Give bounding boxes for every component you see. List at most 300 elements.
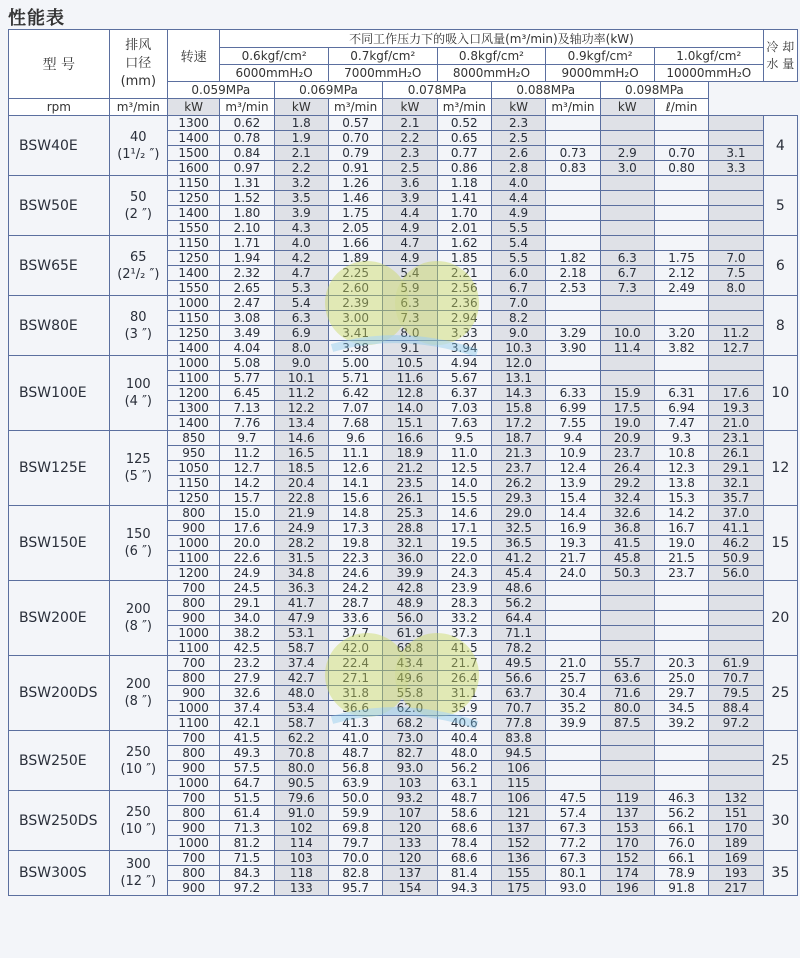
power-cell: 115 xyxy=(491,776,545,791)
flow-cell xyxy=(546,206,600,221)
speed-cell: 1400 xyxy=(167,131,219,146)
power-cell: 120 xyxy=(383,821,437,836)
speed-cell: 900 xyxy=(167,521,219,536)
flow-cell: 13.9 xyxy=(546,476,600,491)
power-cell: 1.8 xyxy=(274,116,328,131)
power-cell: 19.3 xyxy=(709,401,763,416)
power-cell: 12.8 xyxy=(383,386,437,401)
flow-cell: 16.7 xyxy=(654,521,708,536)
flow-cell: 1.70 xyxy=(437,206,491,221)
flow-cell xyxy=(654,356,708,371)
flow-cell xyxy=(654,746,708,761)
flow-cell: 95.7 xyxy=(328,881,382,896)
flow-cell: 22.6 xyxy=(220,551,274,566)
power-cell: 120 xyxy=(383,851,437,866)
power-cell: 39.9 xyxy=(383,566,437,581)
diameter-mm: 150 xyxy=(125,527,151,542)
flow-cell: 12.4 xyxy=(546,461,600,476)
power-cell xyxy=(600,206,654,221)
speed-cell: 800 xyxy=(167,506,219,521)
flow-cell: 34.5 xyxy=(654,701,708,716)
diameter-cell xyxy=(109,236,167,296)
power-cell xyxy=(600,176,654,191)
power-cell: 25.3 xyxy=(383,506,437,521)
speed-cell: 1200 xyxy=(167,566,219,581)
power-cell: 13.4 xyxy=(274,416,328,431)
power-cell xyxy=(600,746,654,761)
power-cell xyxy=(600,221,654,236)
flow-cell: 1.66 xyxy=(328,236,382,251)
model-name: BSW200DS xyxy=(9,656,110,731)
power-cell: 4.3 xyxy=(274,221,328,236)
diameter-mm: 80 xyxy=(130,309,147,325)
flow-cell: 2.53 xyxy=(546,281,600,296)
power-cell: 152 xyxy=(491,836,545,851)
flow-cell xyxy=(654,311,708,326)
flow-cell: 39.2 xyxy=(654,716,708,731)
flow-cell xyxy=(654,641,708,656)
flow-cell: 3.98 xyxy=(328,341,382,356)
power-cell xyxy=(709,611,763,626)
flow-cell xyxy=(654,191,708,206)
diameter-inch: (5 ″) xyxy=(124,469,152,484)
diameter-mm: 250 xyxy=(125,804,151,820)
flow-cell: 15.6 xyxy=(328,491,382,506)
diameter-inch: (8 ″) xyxy=(124,619,152,634)
flow-cell: 39.9 xyxy=(546,716,600,731)
flow-cell: 36.6 xyxy=(328,701,382,716)
power-cell: 4.0 xyxy=(491,176,545,191)
power-cell: 62.0 xyxy=(383,701,437,716)
power-cell: 97.2 xyxy=(709,716,763,731)
cooling-water: 30 xyxy=(763,791,797,851)
table-row xyxy=(9,431,798,446)
flow-cell: 28.7 xyxy=(328,596,382,611)
flow-cell: 12.3 xyxy=(654,461,708,476)
power-cell: 136 xyxy=(491,851,545,866)
diameter-cell xyxy=(109,791,167,851)
diameter-mm: 200 xyxy=(125,602,151,617)
power-cell xyxy=(600,581,654,596)
power-cell: 93.2 xyxy=(383,791,437,806)
power-cell: 63.7 xyxy=(491,686,545,701)
power-cell xyxy=(709,236,763,251)
flow-cell xyxy=(546,371,600,386)
flow-cell: 78.9 xyxy=(654,866,708,881)
power-cell: 10.3 xyxy=(491,341,545,356)
flow-cell: 5.71 xyxy=(328,371,382,386)
flow-cell: 12.5 xyxy=(437,461,491,476)
flow-cell: 6.99 xyxy=(546,401,600,416)
diameter-cell xyxy=(109,731,167,791)
power-cell: 3.3 xyxy=(709,161,763,176)
flow-cell: 17.6 xyxy=(220,521,274,536)
power-cell: 6.0 xyxy=(491,266,545,281)
power-cell: 16.5 xyxy=(274,446,328,461)
power-cell: 3.9 xyxy=(383,191,437,206)
flow-cell: 84.3 xyxy=(220,866,274,881)
header-pressure-mmh2o: 8000mmH₂O xyxy=(437,65,546,82)
flow-cell: 17.1 xyxy=(437,521,491,536)
flow-cell: 1.89 xyxy=(328,251,382,266)
power-cell: 29.0 xyxy=(491,506,545,521)
power-cell: 11.2 xyxy=(709,326,763,341)
power-cell: 47.9 xyxy=(274,611,328,626)
flow-cell: 46.3 xyxy=(654,791,708,806)
power-cell: 31.5 xyxy=(274,551,328,566)
power-cell: 114 xyxy=(274,836,328,851)
power-cell xyxy=(600,626,654,641)
flow-cell: 0.97 xyxy=(220,161,274,176)
flow-cell: 12.6 xyxy=(328,461,382,476)
flow-cell: 1.75 xyxy=(328,206,382,221)
header-pressure-kgf: 0.8kgf/cm² xyxy=(437,48,546,65)
flow-cell: 38.2 xyxy=(220,626,274,641)
power-cell: 2.3 xyxy=(383,146,437,161)
power-cell: 29.2 xyxy=(600,476,654,491)
flow-cell: 93.0 xyxy=(546,881,600,896)
power-cell: 41.1 xyxy=(709,521,763,536)
power-cell xyxy=(600,356,654,371)
power-cell: 58.7 xyxy=(274,641,328,656)
power-cell: 1.9 xyxy=(274,131,328,146)
header-flow-unit: m³/min xyxy=(546,99,600,116)
flow-cell: 37.4 xyxy=(220,701,274,716)
diameter-cell xyxy=(109,356,167,431)
power-cell: 5.4 xyxy=(383,266,437,281)
power-cell: 132 xyxy=(709,791,763,806)
flow-cell: 21.7 xyxy=(437,656,491,671)
flow-cell: 1.71 xyxy=(220,236,274,251)
power-cell: 4.9 xyxy=(383,251,437,266)
power-cell: 80.0 xyxy=(274,761,328,776)
flow-cell: 63.9 xyxy=(328,776,382,791)
speed-cell: 1250 xyxy=(167,491,219,506)
flow-cell xyxy=(654,236,708,251)
power-cell: 4.7 xyxy=(274,266,328,281)
power-cell: 53.4 xyxy=(274,701,328,716)
power-cell: 121 xyxy=(491,806,545,821)
power-cell: 68.2 xyxy=(383,716,437,731)
flow-cell: 5.08 xyxy=(220,356,274,371)
flow-cell xyxy=(654,206,708,221)
flow-cell: 0.70 xyxy=(654,146,708,161)
flow-cell: 35.9 xyxy=(437,701,491,716)
flow-cell: 20.3 xyxy=(654,656,708,671)
power-cell xyxy=(709,761,763,776)
speed-cell: 1500 xyxy=(167,146,219,161)
header-power-unit: kW xyxy=(274,99,328,116)
flow-cell: 49.3 xyxy=(220,746,274,761)
flow-cell: 1.52 xyxy=(220,191,274,206)
power-cell: 17.5 xyxy=(600,401,654,416)
diameter-mm: 125 xyxy=(125,452,151,467)
speed-cell: 1000 xyxy=(167,701,219,716)
flow-cell: 10.9 xyxy=(546,446,600,461)
flow-cell: 7.07 xyxy=(328,401,382,416)
power-cell: 10.1 xyxy=(274,371,328,386)
header-group-title: 不同工作压力下的吸入口风量(m³/min)及轴功率(kW) xyxy=(220,30,763,48)
flow-cell xyxy=(546,611,600,626)
flow-cell xyxy=(546,641,600,656)
power-cell xyxy=(709,641,763,656)
power-cell: 48.0 xyxy=(274,686,328,701)
flow-cell: 9.5 xyxy=(437,431,491,446)
flow-cell: 68.6 xyxy=(437,851,491,866)
power-cell: 70.7 xyxy=(709,671,763,686)
power-cell: 5.9 xyxy=(383,281,437,296)
diameter-inch: (8 ″) xyxy=(124,694,152,709)
flow-cell: 24.5 xyxy=(220,581,274,596)
flow-cell: 0.57 xyxy=(328,116,382,131)
header-pressure-mmh2o: 9000mmH₂O xyxy=(546,65,655,82)
power-cell: 6.7 xyxy=(600,266,654,281)
cooling-water: 12 xyxy=(763,431,797,506)
power-cell: 8.2 xyxy=(491,311,545,326)
header-power-unit: kW xyxy=(491,99,545,116)
flow-cell: 22.0 xyxy=(437,551,491,566)
flow-cell xyxy=(546,296,600,311)
speed-cell: 700 xyxy=(167,581,219,596)
table-row xyxy=(9,506,798,521)
power-cell: 119 xyxy=(600,791,654,806)
power-cell: 62.2 xyxy=(274,731,328,746)
flow-cell xyxy=(654,581,708,596)
flow-cell: 7.55 xyxy=(546,416,600,431)
flow-cell: 3.41 xyxy=(328,326,382,341)
power-cell: 118 xyxy=(274,866,328,881)
power-cell: 174 xyxy=(600,866,654,881)
power-cell xyxy=(600,311,654,326)
power-cell: 6.3 xyxy=(274,311,328,326)
model-name: BSW65E xyxy=(9,236,110,296)
power-cell: 32.1 xyxy=(709,476,763,491)
power-cell: 48.6 xyxy=(491,581,545,596)
flow-cell xyxy=(546,221,600,236)
power-cell: 3.6 xyxy=(383,176,437,191)
flow-cell: 57.5 xyxy=(220,761,274,776)
power-cell: 32.5 xyxy=(491,521,545,536)
power-cell: 103 xyxy=(274,851,328,866)
flow-cell: 12.7 xyxy=(220,461,274,476)
flow-cell: 1.94 xyxy=(220,251,274,266)
flow-cell: 3.20 xyxy=(654,326,708,341)
power-cell: 3.9 xyxy=(274,206,328,221)
power-cell: 14.6 xyxy=(274,431,328,446)
power-cell xyxy=(600,296,654,311)
flow-cell: 80.1 xyxy=(546,866,600,881)
flow-cell: 1.46 xyxy=(328,191,382,206)
flow-cell: 40.4 xyxy=(437,731,491,746)
flow-cell: 19.3 xyxy=(546,536,600,551)
flow-cell: 58.6 xyxy=(437,806,491,821)
flow-cell: 71.5 xyxy=(220,851,274,866)
flow-cell: 41.5 xyxy=(437,641,491,656)
power-cell xyxy=(709,296,763,311)
flow-cell xyxy=(654,221,708,236)
flow-cell: 2.10 xyxy=(220,221,274,236)
flow-cell: 15.3 xyxy=(654,491,708,506)
speed-cell: 800 xyxy=(167,806,219,821)
power-cell: 68.8 xyxy=(383,641,437,656)
power-cell: 189 xyxy=(709,836,763,851)
power-cell: 2.6 xyxy=(491,146,545,161)
flow-cell: 0.52 xyxy=(437,116,491,131)
power-cell: 56.0 xyxy=(709,566,763,581)
power-cell: 14.3 xyxy=(491,386,545,401)
speed-cell: 800 xyxy=(167,866,219,881)
power-cell: 4.0 xyxy=(274,236,328,251)
power-cell: 26.1 xyxy=(709,446,763,461)
power-cell: 3.1 xyxy=(709,146,763,161)
table-body xyxy=(9,116,798,896)
power-cell: 21.9 xyxy=(274,506,328,521)
speed-cell: 1300 xyxy=(167,401,219,416)
speed-cell: 1150 xyxy=(167,176,219,191)
flow-cell: 21.5 xyxy=(654,551,708,566)
speed-cell: 800 xyxy=(167,671,219,686)
flow-cell: 30.4 xyxy=(546,686,600,701)
flow-cell: 66.1 xyxy=(654,851,708,866)
flow-cell xyxy=(654,626,708,641)
flow-cell: 4.94 xyxy=(437,356,491,371)
diameter-inch: (2¹/₂ ″) xyxy=(117,266,160,282)
speed-cell: 1000 xyxy=(167,296,219,311)
flow-cell: 24.6 xyxy=(328,566,382,581)
header-pressure-kgf: 0.6kgf/cm² xyxy=(220,48,329,65)
flow-cell: 2.36 xyxy=(437,296,491,311)
power-cell: 20.9 xyxy=(600,431,654,446)
flow-cell: 7.63 xyxy=(437,416,491,431)
flow-cell: 23.9 xyxy=(437,581,491,596)
power-cell: 7.5 xyxy=(709,266,763,281)
power-cell: 21.2 xyxy=(383,461,437,476)
power-cell: 193 xyxy=(709,866,763,881)
flow-cell xyxy=(546,746,600,761)
power-cell: 155 xyxy=(491,866,545,881)
flow-cell: 1.26 xyxy=(328,176,382,191)
flow-cell: 15.5 xyxy=(437,491,491,506)
power-cell xyxy=(709,371,763,386)
diameter-cell xyxy=(109,581,167,656)
power-cell: 37.4 xyxy=(274,656,328,671)
flow-cell: 34.0 xyxy=(220,611,274,626)
speed-cell: 1100 xyxy=(167,641,219,656)
diameter-inch: (4 ″) xyxy=(124,394,152,409)
power-cell: 36.5 xyxy=(491,536,545,551)
table-row xyxy=(9,656,798,671)
model-name: BSW100E xyxy=(9,356,110,431)
flow-cell: 5.00 xyxy=(328,356,382,371)
power-cell: 50.3 xyxy=(600,566,654,581)
power-cell: 46.2 xyxy=(709,536,763,551)
power-cell: 56.6 xyxy=(491,671,545,686)
diameter-cell xyxy=(109,176,167,236)
speed-cell: 1150 xyxy=(167,311,219,326)
power-cell: 15.1 xyxy=(383,416,437,431)
power-cell: 41.2 xyxy=(491,551,545,566)
flow-cell: 1.85 xyxy=(437,251,491,266)
power-cell: 29.3 xyxy=(491,491,545,506)
power-cell: 70.8 xyxy=(274,746,328,761)
speed-cell: 1100 xyxy=(167,371,219,386)
power-cell: 70.7 xyxy=(491,701,545,716)
flow-cell: 37.3 xyxy=(437,626,491,641)
power-cell: 18.9 xyxy=(383,446,437,461)
flow-cell: 24.0 xyxy=(546,566,600,581)
flow-cell xyxy=(654,611,708,626)
flow-cell: 57.4 xyxy=(546,806,600,821)
flow-cell: 2.39 xyxy=(328,296,382,311)
header-pressure-mmh2o: 6000mmH₂O xyxy=(220,65,329,82)
speed-cell: 1250 xyxy=(167,251,219,266)
flow-cell xyxy=(546,236,600,251)
flow-cell: 41.5 xyxy=(220,731,274,746)
flow-cell: 14.0 xyxy=(437,476,491,491)
flow-cell xyxy=(654,176,708,191)
flow-cell: 48.7 xyxy=(328,746,382,761)
power-cell: 2.2 xyxy=(383,131,437,146)
flow-cell: 9.4 xyxy=(546,431,600,446)
power-cell xyxy=(709,356,763,371)
flow-cell xyxy=(654,371,708,386)
power-cell: 28.2 xyxy=(274,536,328,551)
power-cell: 4.7 xyxy=(383,236,437,251)
flow-cell: 24.3 xyxy=(437,566,491,581)
power-cell xyxy=(600,731,654,746)
performance-table xyxy=(8,29,798,896)
flow-cell: 27.1 xyxy=(328,671,382,686)
power-cell: 137 xyxy=(491,821,545,836)
flow-cell: 0.83 xyxy=(546,161,600,176)
flow-cell xyxy=(654,116,708,131)
power-cell: 82.7 xyxy=(383,746,437,761)
power-cell: 7.0 xyxy=(491,296,545,311)
flow-cell: 35.2 xyxy=(546,701,600,716)
power-cell: 7.0 xyxy=(709,251,763,266)
table-row xyxy=(9,731,798,746)
diameter-inch: (2 ″) xyxy=(124,206,152,222)
speed-cell: 900 xyxy=(167,611,219,626)
power-cell: 106 xyxy=(491,791,545,806)
flow-cell: 2.56 xyxy=(437,281,491,296)
power-cell: 102 xyxy=(274,821,328,836)
model-name: BSW150E xyxy=(9,506,110,581)
header-pressure-mmh2o: 7000mmH₂O xyxy=(328,65,437,82)
flow-cell xyxy=(654,761,708,776)
power-cell: 88.4 xyxy=(709,701,763,716)
flow-cell xyxy=(654,776,708,791)
power-cell xyxy=(709,311,763,326)
speed-cell: 1550 xyxy=(167,281,219,296)
power-cell: 137 xyxy=(383,866,437,881)
speed-cell: 1100 xyxy=(167,551,219,566)
flow-cell: 33.2 xyxy=(437,611,491,626)
power-cell: 73.0 xyxy=(383,731,437,746)
power-cell: 7.3 xyxy=(600,281,654,296)
power-cell xyxy=(709,596,763,611)
flow-cell: 77.2 xyxy=(546,836,600,851)
flow-cell: 1.62 xyxy=(437,236,491,251)
flow-cell: 51.5 xyxy=(220,791,274,806)
flow-cell: 2.18 xyxy=(546,266,600,281)
header-power-unit: kW xyxy=(167,99,219,116)
flow-cell: 76.0 xyxy=(654,836,708,851)
power-cell: 61.9 xyxy=(709,656,763,671)
cooling-water: 25 xyxy=(763,731,797,791)
power-cell: 26.4 xyxy=(600,461,654,476)
flow-cell: 21.0 xyxy=(546,656,600,671)
